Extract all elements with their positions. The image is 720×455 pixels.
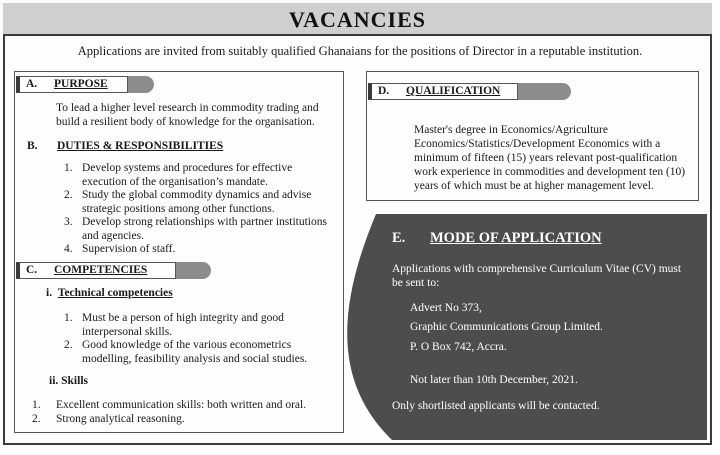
technical-title: Technical competencies: [57, 287, 173, 299]
mode-letter: E.: [392, 230, 406, 246]
duties-letter: B.: [27, 140, 38, 152]
item-text: Study the global commodity dynamics and advise strategic positions among other functions.: [82, 189, 312, 215]
item-number: 1.: [32, 399, 41, 411]
mode-title: MODE OF APPLICATION: [430, 230, 602, 246]
item-number: 3.: [64, 216, 73, 228]
item-text: Excellent communication skills: both written and oral.: [56, 399, 307, 411]
page-title: VACANCIES: [289, 7, 426, 32]
item-text: Good knowledge of the various econometrics modelling, feasibility analysis and social studies.: [82, 339, 308, 365]
item-text: Develop strong relationships with partner institutions and agencies.: [82, 216, 327, 242]
shortlist-note: Only shortlisted applicants will be contacted.: [392, 400, 600, 412]
purpose-text: To lead a higher level research in commodity trading and build a resilient body of knowledge for the organisation.: [56, 102, 319, 128]
competencies-letter: C.: [26, 264, 38, 276]
competencies-title: COMPETENCIES: [54, 264, 148, 276]
item-number: 2.: [64, 339, 73, 351]
mode-heading: [392, 230, 602, 247]
item-number: 2.: [64, 189, 73, 201]
address-line-3: P. O Box 742, Accra.: [410, 341, 507, 353]
duties-title: DUTIES & RESPONSIBILITIES: [57, 140, 224, 152]
item-text: Supervision of staff.: [82, 243, 176, 255]
item-text: Must be a person of high integrity and good interpersonal skills.: [82, 312, 284, 338]
deadline-text: Not later than 10th December, 2021.: [410, 374, 578, 386]
mode-intro: Applications with comprehensive Curriculum Vitae (CV) must be sent to:: [392, 263, 682, 289]
skills-label: ii.: [49, 375, 59, 387]
qualification-text: Master's degree in Economics/Agriculture Economics/Statistics/Development Economics with a minimum of fifteen (15) years relevant post-qualification work experience in commodities and development ten (10) years of which must be at higher management level.: [414, 124, 686, 192]
item-number: 4.: [64, 243, 73, 255]
purpose-letter: A.: [26, 78, 38, 90]
technical-label: i.: [46, 287, 53, 299]
item-text: Strong analytical reasoning.: [56, 412, 185, 425]
purpose-title: PURPOSE: [54, 78, 108, 90]
item-text: Develop systems and procedures for effective execution of the organisation’s mandate.: [82, 162, 293, 188]
address-line-1: Advert No 373,: [410, 302, 482, 314]
qualification-title: QUALIFICATION: [406, 85, 501, 97]
item-number: 1.: [64, 312, 73, 324]
item-number: 1.: [64, 162, 73, 174]
intro-text: Applications are invited from suitably qualified Ghanaians for the positions of Director in a reputable institution.: [77, 44, 643, 58]
skills-title: Skills: [61, 375, 88, 387]
qualification-letter: D.: [378, 85, 390, 97]
item-number: 2.: [32, 412, 41, 425]
address-line-2: Graphic Communications Group Limited.: [410, 321, 603, 333]
